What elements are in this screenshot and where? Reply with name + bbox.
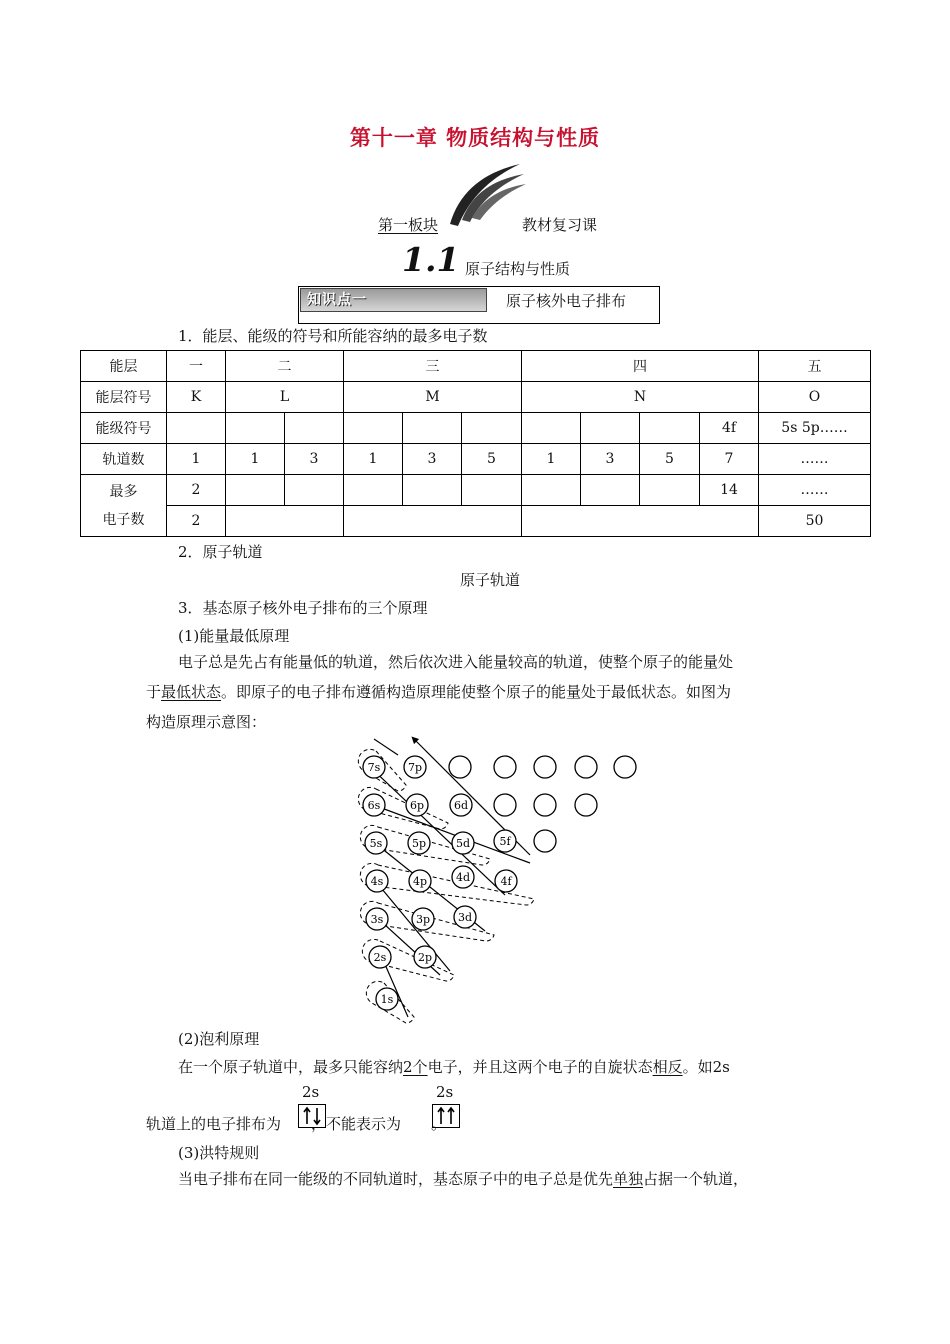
knowledge-tag: 知识点一	[300, 288, 487, 312]
table-cell: 二	[226, 351, 344, 382]
principle-2-heading: (2)泡利原理	[178, 1030, 260, 1048]
table-cell	[226, 475, 285, 506]
table-cell	[640, 475, 700, 506]
orbital-3d-label: 3d	[457, 911, 473, 924]
orbital-4f-label: 4f	[500, 875, 512, 888]
empty-orbital-circle	[534, 756, 556, 778]
empty-orbital-circle	[494, 794, 516, 816]
table-cell	[344, 475, 403, 506]
chapter-title: 第十一章 物质结构与性质	[349, 125, 601, 150]
table-row	[81, 351, 871, 382]
orbital-label-wrong: 2s	[436, 1083, 454, 1101]
orbital-label-correct: 2s	[302, 1083, 320, 1101]
table-cell: K	[167, 382, 226, 413]
section-number: 1.1	[402, 240, 460, 279]
table-cell	[344, 413, 403, 444]
orbital-6d-label: 6d	[453, 799, 469, 812]
orbital-4s-label: 4s	[370, 875, 384, 888]
empty-orbital-circle	[575, 794, 597, 816]
table-cell: L	[226, 382, 344, 413]
item-3: 3．基态原子核外电子排布的三个原理	[178, 599, 428, 617]
item-2-sub: 原子轨道	[460, 571, 521, 589]
underlined-answer: 单独	[613, 1170, 644, 1188]
aufbau-diagram	[330, 735, 660, 1025]
table-cell	[581, 475, 640, 506]
empty-orbital-circle	[534, 830, 556, 852]
table-cell	[581, 413, 640, 444]
table-cell: 50	[759, 506, 871, 537]
table-row	[81, 506, 871, 537]
knowledge-title: 原子核外电子排布	[506, 292, 627, 310]
table-cell: ……	[759, 475, 871, 506]
table-cell	[285, 413, 344, 444]
principle-1-heading: (1)能量最低原理	[178, 627, 290, 645]
item-2: 2．原子轨道	[178, 543, 263, 561]
orbital-5d-label: 5d	[455, 837, 471, 850]
table-row	[81, 382, 871, 413]
principle-3-text: 当电子排布在同一能级的不同轨道时，基态原子中的电子总是优先单独占据一个轨道，	[178, 1170, 749, 1188]
table-cell	[640, 413, 700, 444]
orbital-7s-label: 7s	[367, 761, 381, 774]
empty-orbital-circle	[575, 756, 597, 778]
orbital-5s-label: 5s	[369, 837, 383, 850]
board-label: 第一板块	[378, 216, 439, 234]
orbital-1s-label: 1s	[380, 993, 394, 1006]
orbital-6p-label: 6p	[409, 799, 425, 812]
text-line: 构造原理示意图：	[146, 713, 267, 731]
principle-1-text	[146, 647, 826, 737]
table-cell: 五	[759, 351, 871, 382]
table-cell	[226, 413, 285, 444]
table-cell: 四	[522, 351, 759, 382]
empty-orbital-circle	[614, 756, 636, 778]
table-cell: 5	[462, 444, 522, 475]
table-cell: 三	[344, 351, 522, 382]
table-cell: 1	[226, 444, 285, 475]
table-cell: 1	[167, 444, 226, 475]
text-line: 于最低状态。即原子的电子排布遵循构造原理能使整个原子的能量处于最低状态。如图为	[146, 683, 732, 701]
orbital-3s-label: 3s	[370, 913, 384, 926]
table-cell	[522, 475, 581, 506]
table-row	[81, 475, 871, 506]
table-row	[81, 413, 871, 444]
orbital-4d-label: 4d	[455, 871, 471, 884]
table-cell: 3	[581, 444, 640, 475]
row-label: 能级符号	[81, 413, 167, 444]
row-label: 轨道数	[81, 444, 167, 475]
table-cell	[344, 506, 522, 537]
underlined-answer: 2个	[403, 1058, 428, 1076]
orbital-2s-label: 2s	[373, 951, 387, 964]
orbital-5p-label: 5p	[411, 837, 427, 850]
table-cell: 5	[640, 444, 700, 475]
item-1: 1．能层、能级的符号和所能容纳的最多电子数	[178, 327, 488, 345]
row-label: 能层	[81, 351, 167, 382]
table-cell: 2	[167, 475, 226, 506]
swoosh-icon	[440, 160, 530, 230]
orbital-6s-label: 6s	[367, 799, 381, 812]
table-cell	[403, 475, 462, 506]
table-cell	[167, 413, 226, 444]
table-cell: 一	[167, 351, 226, 382]
table-cell	[285, 475, 344, 506]
energy-level-table	[80, 350, 871, 537]
table-cell: M	[344, 382, 522, 413]
table-cell: 14	[700, 475, 759, 506]
orbital-3p-label: 3p	[415, 913, 431, 926]
section-title: 原子结构与性质	[465, 260, 571, 278]
table-cell	[522, 413, 581, 444]
row-label-top: 最多	[109, 483, 138, 500]
orbital-5f-label: 5f	[499, 835, 511, 848]
table-cell: 3	[403, 444, 462, 475]
empty-orbital-circle	[534, 794, 556, 816]
empty-orbital-circle	[449, 756, 471, 778]
table-cell: 1	[522, 444, 581, 475]
principle-2-line-2: 轨道上的电子排布为 ，不能表示为 。	[146, 1115, 447, 1133]
row-label: 能层符号	[81, 382, 167, 413]
orbital-4p-label: 4p	[412, 875, 428, 888]
orbital-2p-label: 2p	[417, 951, 433, 964]
text-line: 电子总是先占有能量低的轨道，然后依次进入能量较高的轨道，使整个原子的能量处	[178, 653, 734, 671]
table-cell: O	[759, 382, 871, 413]
table-cell: 4f	[700, 413, 759, 444]
table-row	[81, 444, 871, 475]
table-cell: 1	[344, 444, 403, 475]
course-label: 教材复习课	[522, 216, 598, 234]
table-cell: ……	[759, 444, 871, 475]
row-label-bottom: 电子数	[102, 511, 145, 528]
table-cell	[522, 506, 759, 537]
table-cell	[462, 475, 522, 506]
underlined-answer: 相反	[652, 1058, 683, 1076]
table-cell	[226, 506, 344, 537]
table-cell: 5s 5p……	[759, 413, 871, 444]
empty-orbital-circle	[494, 756, 516, 778]
table-cell: 3	[285, 444, 344, 475]
row-label	[81, 475, 167, 537]
orbital-7p-label: 7p	[407, 761, 423, 774]
table-cell: 7	[700, 444, 759, 475]
table-cell: 2	[167, 506, 226, 537]
table-cell	[403, 413, 462, 444]
table-cell	[462, 413, 522, 444]
principle-2-text: 在一个原子轨道中，最多只能容纳2个电子，并且这两个电子的自旋状态相反。如2s	[178, 1058, 730, 1076]
table-cell: N	[522, 382, 759, 413]
underlined-answer: 最低状态	[161, 683, 222, 701]
principle-3-heading: (3)洪特规则	[178, 1144, 260, 1162]
